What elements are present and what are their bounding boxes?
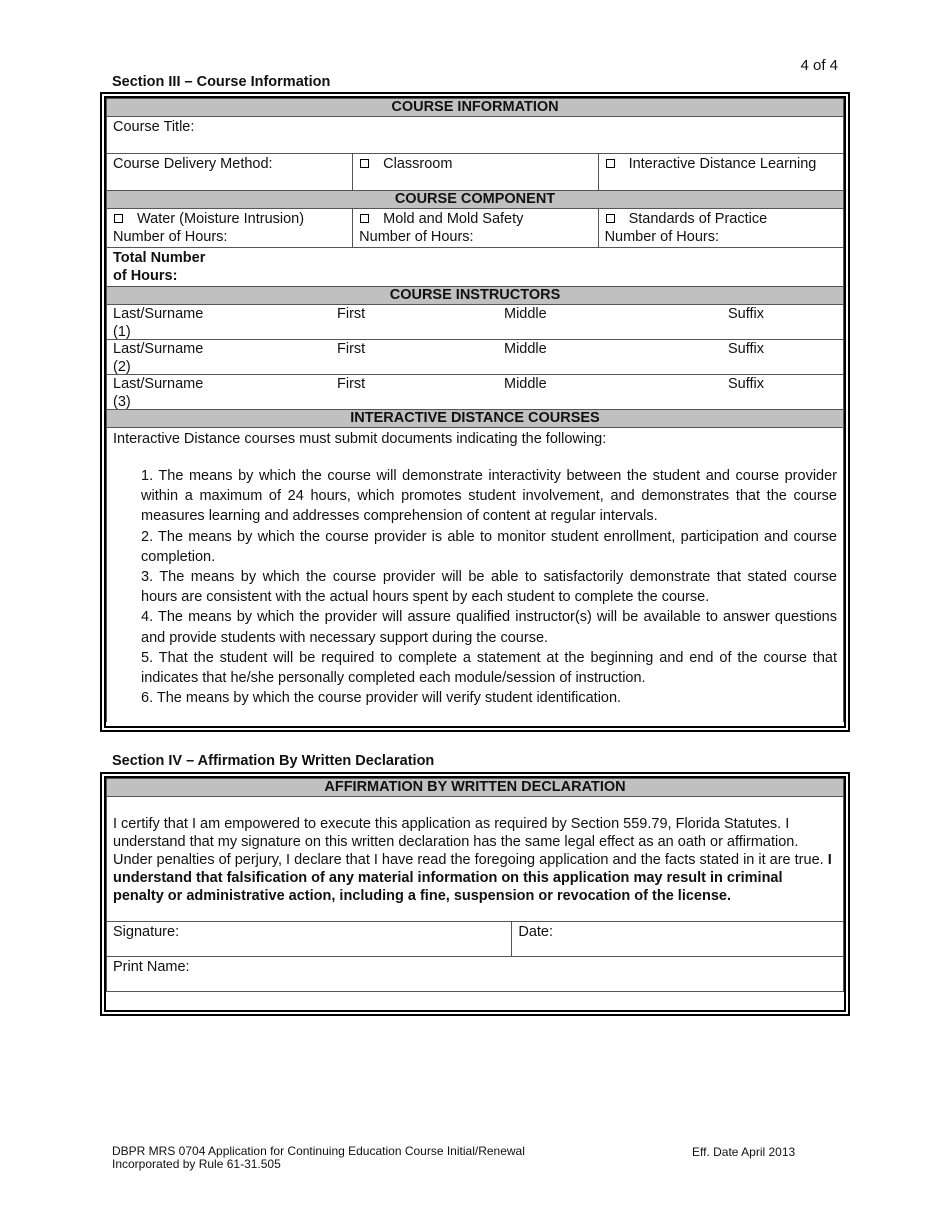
component-water[interactable]: Water (Moisture Intrusion) Number of Hours: xyxy=(107,209,353,248)
course-instructors-header: COURSE INSTRUCTORS xyxy=(107,287,844,305)
component-standards[interactable]: Standards of Practice Number of Hours: xyxy=(598,209,843,248)
course-title-label: Course Title: xyxy=(113,119,195,135)
affirmation-header: AFFIRMATION BY WRITTEN DECLARATION xyxy=(107,779,844,797)
instructor-row-2[interactable]: Last/Surname (2) First Middle Suffix xyxy=(107,340,844,375)
checkbox-icon[interactable] xyxy=(606,214,615,223)
hours-label: Number of Hours: xyxy=(113,229,228,245)
signature-field[interactable]: Signature: xyxy=(107,922,512,957)
course-info-header: COURSE INFORMATION xyxy=(107,99,844,117)
instructor-row-1[interactable]: Last/Surname (1) First Middle Suffix xyxy=(107,305,844,340)
ids-item: 5. That the student will be required to complete a statement at the beginning and end of the course that indicates that he/she personally completed each module/session of instruction. xyxy=(141,649,837,687)
checkbox-icon[interactable] xyxy=(360,214,369,223)
ids-header: INTERACTIVE DISTANCE COURSES xyxy=(107,410,844,428)
hours-label: Number of Hours: xyxy=(359,229,474,245)
hours-label: Number of Hours: xyxy=(604,229,719,245)
affirmation-text: I certify that I am empowered to execute this application as required by Section 559.79, Florida Statutes. I understand that my signature on this written declaration has the same legal effect as an oath or affirmation. Under penalties of perjury, I declare that I have read the foregoing application and the facts stated in it are true. I understand that falsification of any material information on this application may result in criminal penalty or administrative action, including a fine, suspension or revocation of the license. xyxy=(107,797,844,922)
total-hours-field[interactable]: Total Number of Hours: xyxy=(107,248,844,287)
instructor-row-3[interactable]: Last/Surname (3) First Middle Suffix xyxy=(107,375,844,410)
ids-item: 4. The means by which the provider will assure qualified instructor(s) will be available to answer questions and provide students with necessary support during the course. xyxy=(141,609,837,646)
affirmation-form xyxy=(100,772,850,1016)
checkbox-icon[interactable] xyxy=(114,214,123,223)
ids-requirements xyxy=(107,428,844,723)
component-mold[interactable]: Mold and Mold Safety Number of Hours: xyxy=(353,209,598,248)
delivery-option-idl[interactable]: Interactive Distance Learning xyxy=(598,154,843,191)
ids-item: 6. The means by which the course provider will verify student identification. xyxy=(141,690,622,707)
print-name-field[interactable]: Print Name: xyxy=(107,957,844,992)
page-number: 4 of 4 xyxy=(800,57,838,74)
course-title-field[interactable] xyxy=(107,117,844,154)
section-4-title: Section IV – Affirmation By Written Declaration xyxy=(112,753,435,769)
checkbox-icon[interactable] xyxy=(360,159,369,168)
delivery-option-classroom[interactable]: Classroom xyxy=(353,154,598,191)
footer-eff-date: Eff. Date April 2013 xyxy=(692,1145,796,1159)
date-field[interactable]: Date: xyxy=(512,922,844,957)
delivery-method-label: Course Delivery Method: xyxy=(107,154,353,191)
course-component-header: COURSE COMPONENT xyxy=(107,191,844,209)
course-information-form xyxy=(100,92,850,732)
ids-item: 1. The means by which the course will demonstrate interactivity between the student and course provider within a maximum of 24 hours, which promotes student involvement, and demonstrates that the course measures learning and addresses comprehension of content at regular intervals. xyxy=(141,468,837,525)
checkbox-icon[interactable] xyxy=(606,159,615,168)
section-3-title: Section III – Course Information xyxy=(112,74,331,90)
ids-item: 2. The means by which the course provider is able to monitor student enrollment, participation and course completion. xyxy=(141,528,837,565)
ids-intro: Interactive Distance courses must submit documents indicating the following: xyxy=(113,431,607,447)
ids-item: 3. The means by which the course provider will be able to satisfactorily demonstrate that stated course hours are consistent with the actual hours spent by each student to complete the course. xyxy=(141,569,837,606)
footer-form-id: DBPR MRS 0704 Application for Continuing Education Course Initial/Renewal Incorporated by Rule 61-31.505 xyxy=(112,1144,525,1171)
